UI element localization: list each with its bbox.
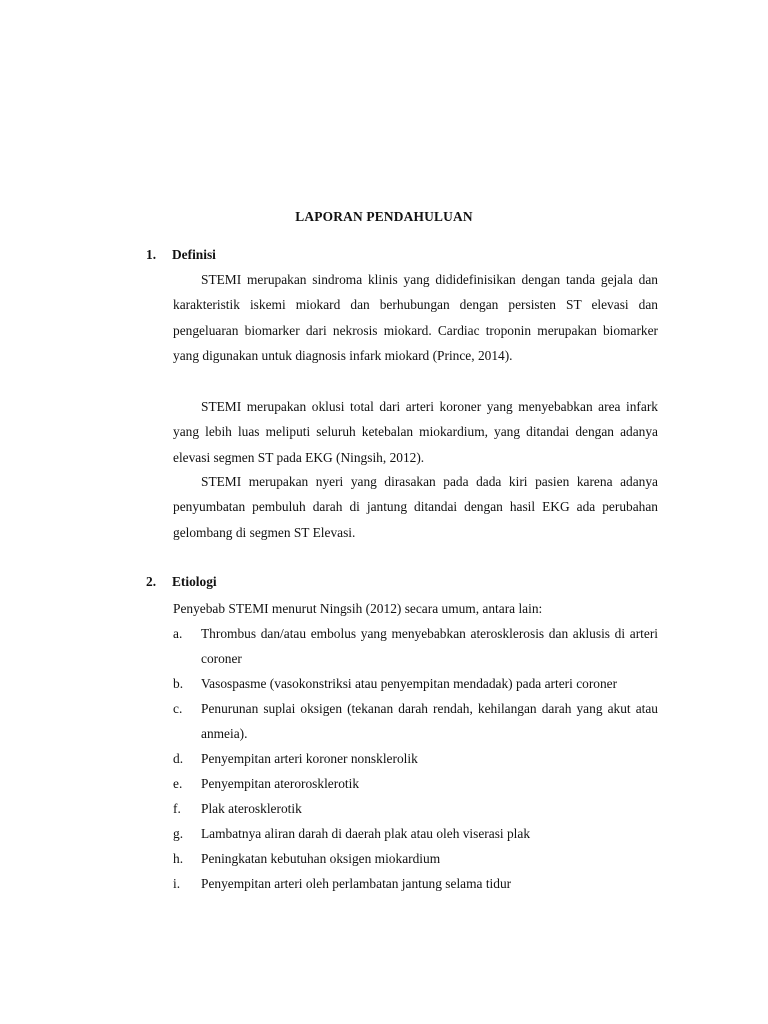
list-item-text: Plak aterosklerotik <box>201 801 302 816</box>
list-item-text: Peningkatan kebutuhan oksigen miokardium <box>201 851 441 866</box>
list-item <box>173 846 658 871</box>
section-title: Etiologi <box>172 574 217 589</box>
list-marker: e. <box>173 776 183 791</box>
list-marker: c. <box>173 701 183 716</box>
paragraph-definisi-2: STEMI merupakan oklusi total dari arteri koroner yang menyebabkan area infark yang lebih luas meliputi seluruh ketebalan miokardium, yang ditandai dengan adanya elevasi segmen ST pada EKG (Ningsih, 2012). <box>173 399 658 465</box>
list-item <box>173 871 658 896</box>
section-number: 2. <box>146 574 157 589</box>
list-item <box>173 621 658 671</box>
list-marker: i. <box>173 876 181 891</box>
etiologi-list <box>173 621 658 896</box>
list-item-text: Thrombus dan/atau embolus yang menyebabkan aterosklerosis dan aklusis di arteri coroner <box>201 626 658 666</box>
list-item <box>173 671 658 696</box>
list-item <box>173 771 658 796</box>
list-item-text: Penyempitan aterorosklerotik <box>201 776 360 791</box>
section-title: Definisi <box>172 247 216 262</box>
section-number: 1. <box>146 247 157 262</box>
list-marker: f. <box>173 801 181 816</box>
list-item <box>173 821 658 846</box>
section-heading-definisi <box>146 247 216 263</box>
list-item <box>173 796 658 821</box>
list-item-text: Penyempitan arteri oleh perlambatan jantung selama tidur <box>201 876 512 891</box>
list-item-text: Vasospasme (vasokonstriksi atau penyempitan mendadak) pada arteri coroner <box>201 676 618 691</box>
paragraph-definisi-1: STEMI merupakan sindroma klinis yang dididefinisikan dengan tanda gejala dan karakteristik iskemi miokard dan berhubungan dengan persisten ST elevasi dan pengeluaran biomarker dari nekrosis miokard. Cardiac troponin merupakan biomarker yang digunakan untuk diagnosis infark miokard (Prince, 2014). <box>173 272 658 363</box>
document-title: LAPORAN PENDAHULUAN <box>295 209 473 224</box>
list-item <box>173 746 658 771</box>
list-marker: b. <box>173 676 184 691</box>
list-marker: g. <box>173 826 184 841</box>
list-item-text: Penurunan suplai oksigen (tekanan darah rendah, kehilangan darah yang akut atau anmeia). <box>201 701 658 741</box>
paragraph-definisi-3: STEMI merupakan nyeri yang dirasakan pada dada kiri pasien karena adanya penyumbatan pembuluh darah di jantung ditandai dengan hasil EKG ada perubahan gelombang di segmen ST Elevasi. <box>173 474 658 540</box>
list-item-text: Lambatnya aliran darah di daerah plak atau oleh viserasi plak <box>201 826 531 841</box>
list-marker: d. <box>173 751 184 766</box>
etiologi-intro: Penyebab STEMI menurut Ningsih (2012) secara umum, antara lain: <box>173 601 543 616</box>
list-item-text: Penyempitan arteri koroner nonsklerolik <box>201 751 418 766</box>
list-marker: h. <box>173 851 184 866</box>
list-marker: a. <box>173 626 183 641</box>
section-heading-etiologi <box>146 574 217 590</box>
list-item <box>173 696 658 746</box>
